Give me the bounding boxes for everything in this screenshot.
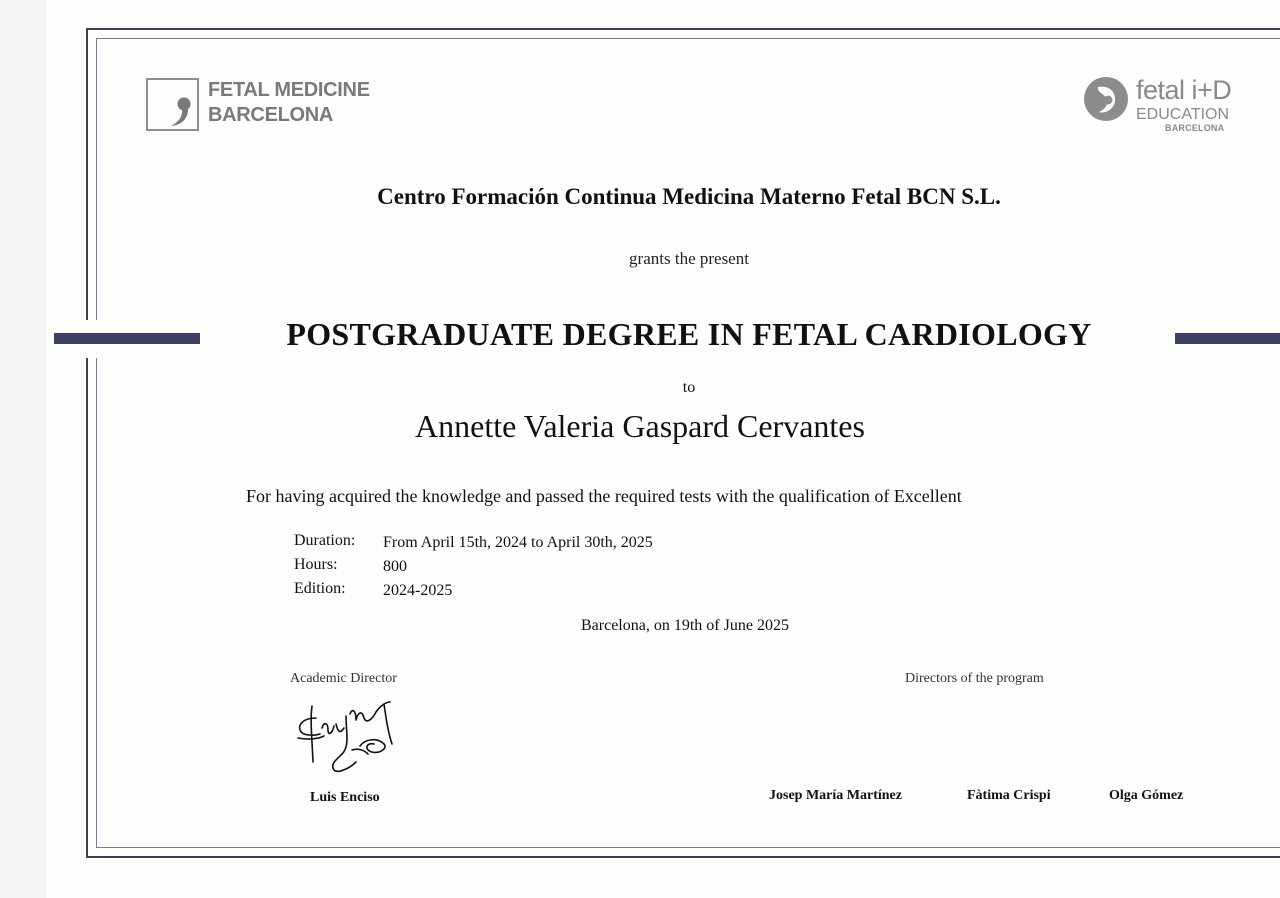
institution-name: Centro Formación Continua Medicina Materno Fetal BCN S.L. (377, 184, 1001, 209)
detail-value: 800 (383, 558, 407, 575)
fetal-id-education: EDUCATION (1136, 106, 1230, 123)
detail-value: From April 15th, 2024 to April 30th, 2025 (383, 534, 653, 551)
signer-josep-maria-martinez: Josep María Martínez (769, 788, 902, 803)
fmb-square-icon (146, 78, 199, 131)
signer-fatima-crispi: Fàtima Crispi (967, 788, 1051, 803)
place-and-date: Barcelona, on 19th of June 2025 (581, 617, 789, 634)
fetal-id-name: fetal i+D (1136, 75, 1232, 105)
fmb-logo-line1: FETAL MEDICINE (208, 79, 370, 101)
grants-text: grants the present (629, 249, 749, 268)
fmb-logo-line2: BARCELONA (208, 104, 334, 126)
detail-value: 2024-2025 (383, 582, 453, 599)
signer-olga-gomez: Olga Gómez (1109, 788, 1184, 803)
handwritten-signature (294, 698, 398, 774)
fetal-medicine-barcelona-logo (146, 78, 386, 134)
academic-director-role: Academic Director (290, 671, 397, 686)
to-text: to (682, 379, 696, 396)
degree-title: POSTGRADUATE DEGREE IN FETAL CARDIOLOGY (286, 316, 1092, 352)
recipient-name: Annette Valeria Gaspard Cervantes (415, 408, 865, 444)
detail-label: Edition: (294, 580, 346, 597)
qualification-statement: For having acquired the knowledge and passed the required tests with the qualification of Excellent (246, 486, 962, 506)
fetal-id-logo (1083, 76, 1243, 140)
fetal-id-circle-icon (1084, 77, 1128, 121)
fetal-id-city: BARCELONA (1165, 123, 1225, 133)
signer-luis-enciso: Luis Enciso (310, 790, 380, 805)
detail-label: Hours: (294, 556, 338, 573)
program-directors-role: Directors of the program (905, 671, 1044, 686)
detail-label: Duration: (294, 532, 356, 549)
